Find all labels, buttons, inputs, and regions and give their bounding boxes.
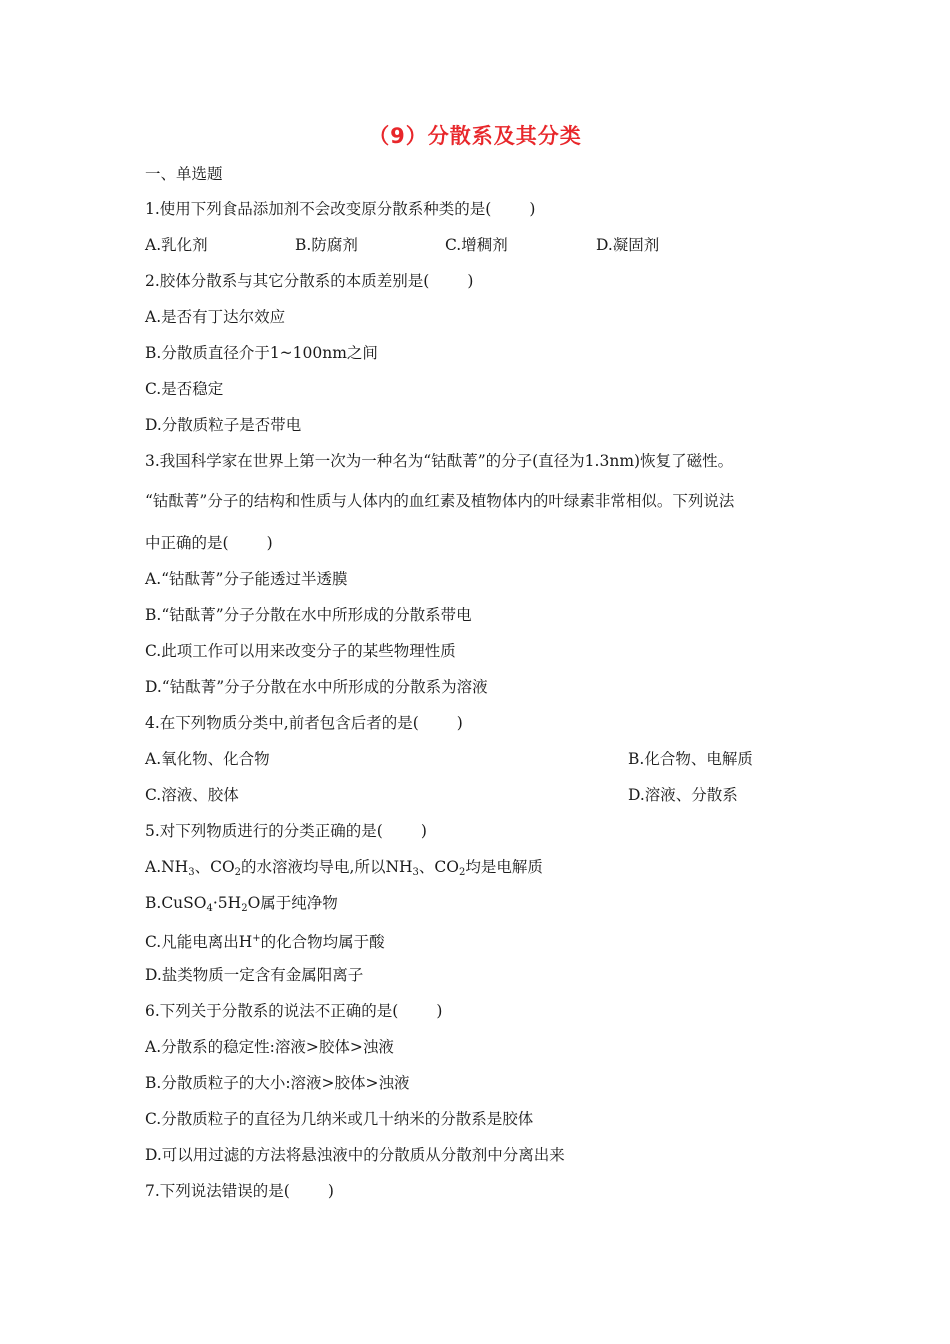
question-5-stem: 5.对下列物质进行的分类正确的是( )	[145, 822, 427, 840]
question-4-option-a: A.氧化物、化合物	[145, 750, 270, 768]
question-5-option-c: C.凡能电离出H+的化合物均属于酸	[145, 933, 385, 951]
question-4-option-b: B.化合物、电解质	[628, 750, 753, 768]
question-1-option-b: B.防腐剂	[295, 236, 358, 254]
question-1-stem: 1.使用下列食品添加剂不会改变原分散系种类的是( )	[145, 200, 536, 218]
question-3-stem-line-2: “钴酞菁”分子的结构和性质与人体内的血红素及植物体内的叶绿素非常相似。下列说法	[145, 492, 735, 510]
question-3-option-c: C.此项工作可以用来改变分子的某些物理性质	[145, 642, 456, 660]
question-2-option-c: C.是否稳定	[145, 380, 224, 398]
question-6-option-b: B.分散质粒子的大小:溶液>胶体>浊液	[145, 1074, 410, 1092]
question-4-option-c: C.溶液、胶体	[145, 786, 239, 804]
question-6-option-a: A.分散系的稳定性:溶液>胶体>浊液	[145, 1038, 394, 1056]
question-3-option-b: B.“钴酞菁”分子分散在水中所形成的分散系带电	[145, 606, 472, 624]
question-3-option-a: A.“钴酞菁”分子能透过半透膜	[145, 570, 348, 588]
question-3-option-d: D.“钴酞菁”分子分散在水中所形成的分散系为溶液	[145, 678, 488, 696]
question-3-stem-line-3: 中正确的是( )	[145, 534, 273, 552]
question-2-option-b: B.分散质直径介于1~100nm之间	[145, 344, 378, 362]
question-1-option-c: C.增稠剂	[445, 236, 508, 254]
question-3-stem-line-1: 3.我国科学家在世界上第一次为一种名为“钴酞菁”的分子(直径为1.3nm)恢复了磁性。	[145, 452, 734, 470]
question-6-option-d: D.可以用过滤的方法将悬浊液中的分散质从分散剂中分离出来	[145, 1146, 565, 1164]
question-2-option-d: D.分散质粒子是否带电	[145, 416, 302, 434]
question-5-option-b: $B.CuSO_4\cdot 5H_2O$属于纯净物	[145, 894, 338, 914]
question-2-option-a: A.是否有丁达尔效应	[145, 308, 286, 326]
question-2-stem: 2.胶体分散系与其它分散系的本质差别是( )	[145, 272, 474, 290]
question-7-stem: 7.下列说法错误的是( )	[145, 1182, 334, 1200]
question-4-stem: 4.在下列物质分类中,前者包含后者的是( )	[145, 714, 463, 732]
question-6-option-c: C.分散质粒子的直径为几纳米或几十纳米的分散系是胶体	[145, 1110, 534, 1128]
question-6-stem: 6.下列关于分散系的说法不正确的是( )	[145, 1002, 443, 1020]
question-1-option-d: D.凝固剂	[596, 236, 660, 254]
page-title: （9）分散系及其分类	[368, 124, 582, 148]
question-5-option-d: D.盐类物质一定含有金属阳离子	[145, 966, 364, 984]
question-5-option-a: $A.NH_3$、$CO_2$的水溶液均导电,所以$NH_3$、$CO_2$均是电解质	[145, 858, 543, 878]
question-4-option-d: D.溶液、分散系	[628, 786, 738, 804]
section-heading: 一、单选题	[145, 165, 223, 183]
question-1-option-a: A.乳化剂	[145, 236, 208, 254]
